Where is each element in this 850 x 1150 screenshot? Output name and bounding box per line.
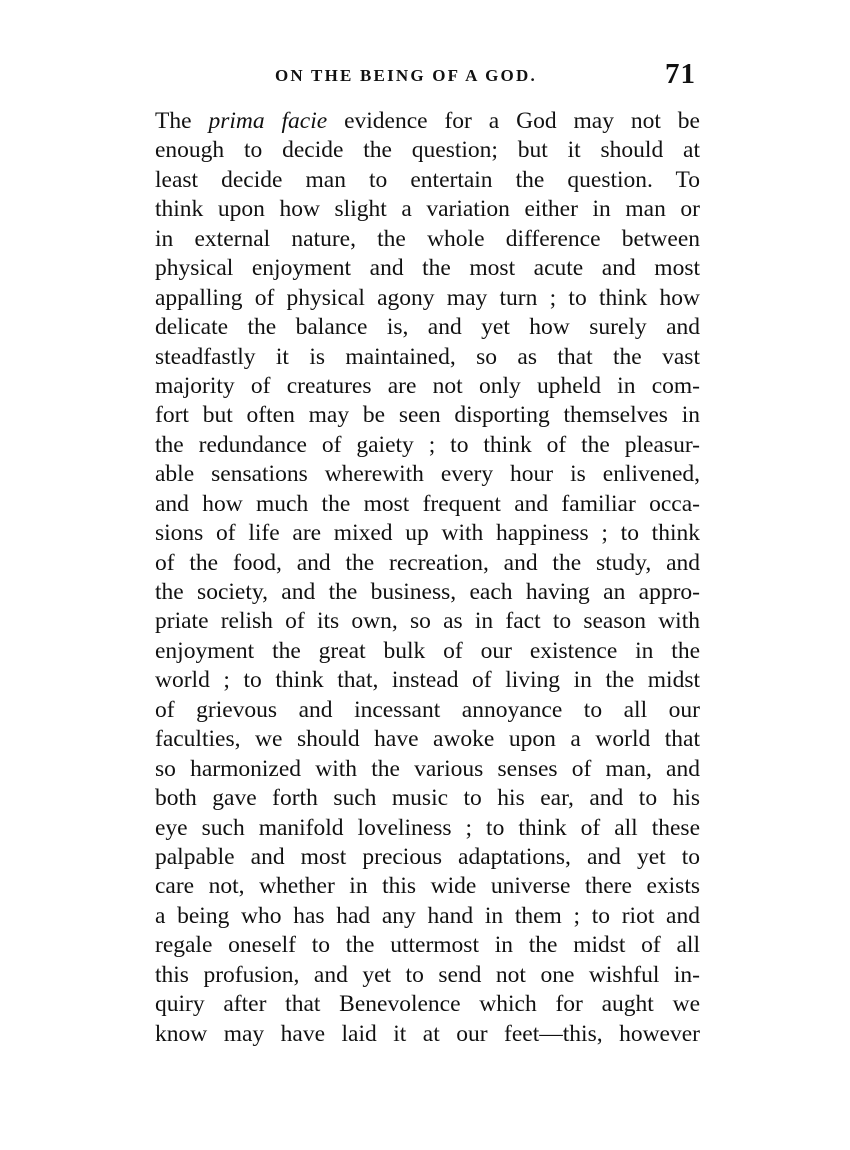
text-line: palpable and most precious adaptations, and yet to	[155, 843, 700, 870]
text-line: think upon how slight a variation either in man or	[155, 196, 700, 223]
text-line: in external nature, the whole difference between	[155, 225, 700, 252]
text-line: know may have laid it at our feet—this, however	[155, 1020, 700, 1047]
text-line: this profusion, and yet to send not one wishful in-	[155, 961, 700, 988]
text-line: a being who has had any hand in them ; to riot and	[155, 902, 700, 929]
text-line: enjoyment the great bulk of our existence in the	[155, 637, 700, 664]
text-line: and how much the most frequent and familiar occa-	[155, 490, 700, 517]
text-line: fort but often may be seen disporting themselves in	[155, 402, 700, 429]
text-line: of grievous and incessant annoyance to all our	[155, 696, 700, 723]
running-head	[155, 60, 700, 96]
italic-phrase: prima facie	[208, 108, 328, 134]
text-line: delicate the balance is, and yet how surely and	[155, 314, 700, 341]
line-start: The	[155, 108, 209, 134]
text-line: steadfastly it is maintained, so as that the vast	[155, 343, 700, 370]
text-line: the society, and the business, each having an appro-	[155, 579, 700, 605]
text-line: least decide man to entertain the question. To	[155, 166, 700, 193]
text-line: regale oneself to the uttermost in the midst of all	[155, 932, 700, 959]
text-line: world ; to think that, instead of living in the midst	[155, 667, 700, 694]
page-number: 71	[665, 58, 696, 90]
text-line: so harmonized with the various senses of man, and	[155, 755, 700, 782]
text-line: enough to decide the question; but it should at	[155, 137, 700, 164]
text-line: appalling of physical agony may turn ; to think how	[155, 284, 700, 311]
text-line: able sensations wherewith every hour is enlivened,	[155, 461, 700, 488]
text-line	[155, 107, 700, 136]
text-line: the redundance of gaiety ; to think of the pleasur-	[155, 431, 700, 458]
text-line: quiry after that Benevolence which for aught we	[155, 991, 700, 1018]
text-line: priate relish of its own, so as in fact to season with	[155, 608, 700, 635]
text-line: of the food, and the recreation, and the study, and	[155, 549, 700, 576]
line-rest: evidence for a God may not be	[327, 108, 700, 134]
running-title: ON THE BEING OF A GOD.	[275, 66, 537, 85]
text-line: sions of life are mixed up with happiness ; to think	[155, 520, 700, 547]
text-line: physical enjoyment and the most acute and most	[155, 255, 700, 282]
text-line: majority of creatures are not only upheld in com-	[155, 372, 700, 399]
text-line: eye such manifold loveliness ; to think of all these	[155, 814, 700, 841]
text-line: care not, whether in this wide universe there exists	[155, 873, 700, 900]
body-paragraph	[155, 107, 700, 1049]
text-line: faculties, we should have awoke upon a world that	[155, 726, 700, 753]
text-line: both gave forth such music to his ear, and to his	[155, 785, 700, 812]
